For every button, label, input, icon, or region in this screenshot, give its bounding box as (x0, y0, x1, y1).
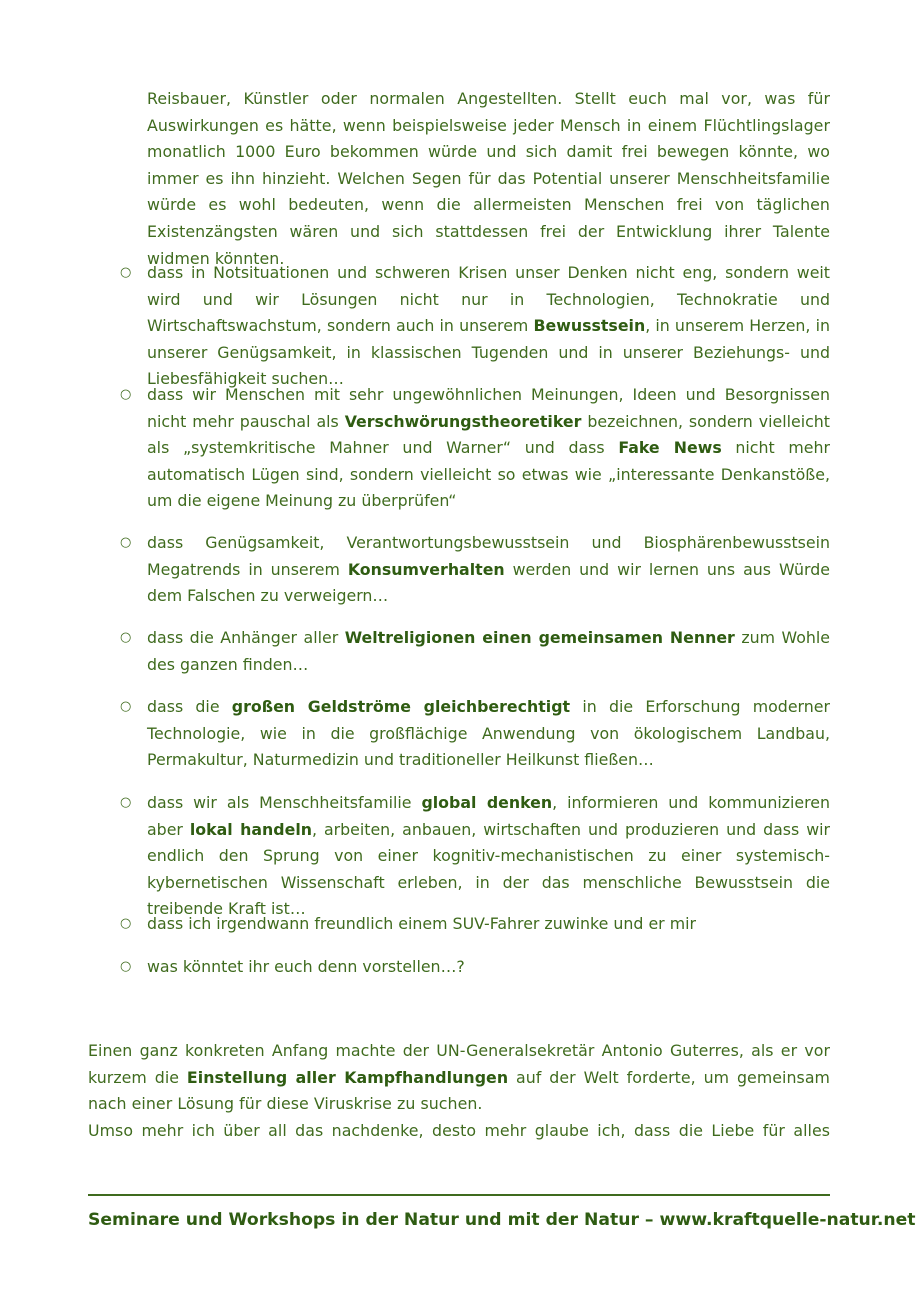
list-item (120, 954, 830, 981)
bullet-marker: ○ (120, 265, 132, 280)
bullet-marker: ○ (120, 630, 132, 645)
list-item (120, 911, 830, 938)
emphasis: Bewusstsein (533, 316, 646, 336)
list-item (120, 382, 830, 515)
emphasis: lokal handeln (189, 819, 312, 839)
list-item (120, 790, 831, 923)
list-item-text: dass Genügsamkeit, Verantwortungsbewusstsein und Biosphärenbewusstsein Megatrends in unserem Konsumverhalten werden und wir lernen uns aus Würde dem Falschen zu verweigern… (147, 533, 830, 606)
list-item-text: dass die Anhänger aller Weltreligionen einen gemeinsamen Nenner zum Wohle des ganzen finden… (147, 628, 830, 674)
list-item-text: was könntet ihr euch denn vorstellen…? (147, 957, 465, 976)
bullet-marker: ○ (120, 387, 132, 402)
footer-divider (88, 1194, 830, 1196)
closing-paragraph-2: Umso mehr ich über all das nachdenke, desto mehr glaube ich, dass die Liebe für alles (88, 1121, 830, 1140)
list-item-text: dass die großen Geldströme gleichberechtigt in die Erforschung moderner Technologie, wie in die großflächige Anwendung von ökologischem Landbau, Permakultur, Naturmedizin und traditioneller Heilkunst fließen… (147, 697, 830, 770)
bullet-marker: ○ (120, 795, 132, 810)
bullet-marker: ○ (120, 916, 132, 931)
list-item-text: dass ich irgendwann freundlich einem SUV-Fahrer zuwinke und er mir (147, 914, 696, 933)
emphasis: großen Geldströme gleichberechtigt (231, 697, 571, 716)
emphasis: Fake News (618, 438, 722, 458)
emphasis: Verschwörungstheoretiker (344, 411, 582, 431)
emphasis: global denken (421, 793, 553, 812)
emphasis: Weltreligionen einen gemeinsamen Nenner (344, 628, 735, 647)
list-item-text: dass in Notsituationen und schweren Krisen unser Denken nicht eng, sondern weit wird und wir Lösungen nicht nur in Technologien, Technokratie und Wirtschaftswachstum, sondern auch in unserem Bewusstsein, in unserem Herzen, in unserer Genügsamkeit, in klassischen Tugenden und in unserer Beziehungs- und Liebesfähigkeit suchen… (147, 263, 830, 389)
list-item (120, 530, 830, 610)
footer-text: Seminare und Workshops in der Natur und mit der Natur – www.kraftquelle-natur.net (88, 1210, 916, 1230)
bullet-marker: ○ (120, 699, 132, 714)
intro-paragraph: Reisbauer, Künstler oder normalen Angestellten. Stellt euch mal vor, was für Auswirkungen es hätte, wenn beispielsweise jeder Mensch in einem Flüchtlingslager monatlich 1000 Euro bekommen würde und sich damit frei bewegen könnte, wo immer es ihn hinzieht. Welchen Segen für das Potential unserer Menschheitsfamilie würde es wohl bedeuten, wenn die allermeisten Menschen frei von täglichen Existenzängsten wären und sich stattdessen frei der Entwicklung ihrer Talente widmen könnten. (147, 89, 830, 268)
bullet-marker: ○ (120, 535, 132, 550)
list-item-text: dass wir als Menschheitsfamilie global denken, informieren und kommunizieren aber lokal handeln, arbeiten, anbauen, wirtschaften und produzieren und dass wir endlich den Sprung von einer kognitiv-mechanistischen zu einer systemisch-kybernetischen Wissenschaft erleben, in der das menschliche Bewusstsein die treibende Kraft ist… (147, 793, 831, 919)
list-item (120, 694, 830, 774)
bullet-marker: ○ (120, 959, 132, 974)
emphasis: Einstellung aller Kampfhandlungen (186, 1067, 509, 1087)
list-item (120, 625, 830, 678)
list-item (120, 260, 830, 393)
emphasis: Konsumverhalten (347, 559, 505, 579)
closing-paragraph: Einen ganz konkreten Anfang machte der UN-Generalsekretär Antonio Guterres, als er vor kurzem die Einstellung aller Kampfhandlungen auf der Welt forderte, um gemeinsam nach einer Lösung für diese Viruskrise zu suchen. (88, 1041, 830, 1114)
list-item-text: dass wir Menschen mit sehr ungewöhnlichen Meinungen, Ideen und Besorgnissen nicht mehr pauschal als Verschwörungstheoretiker bezeichnen, sondern vielleicht als „systemkritische Mahner und Warner“ und dass Fake News nicht mehr automatisch Lügen sind, sondern vielleicht so etwas wie „interessante Denkanstöße, um die eigene Meinung zu überprüfen“ (147, 385, 830, 511)
